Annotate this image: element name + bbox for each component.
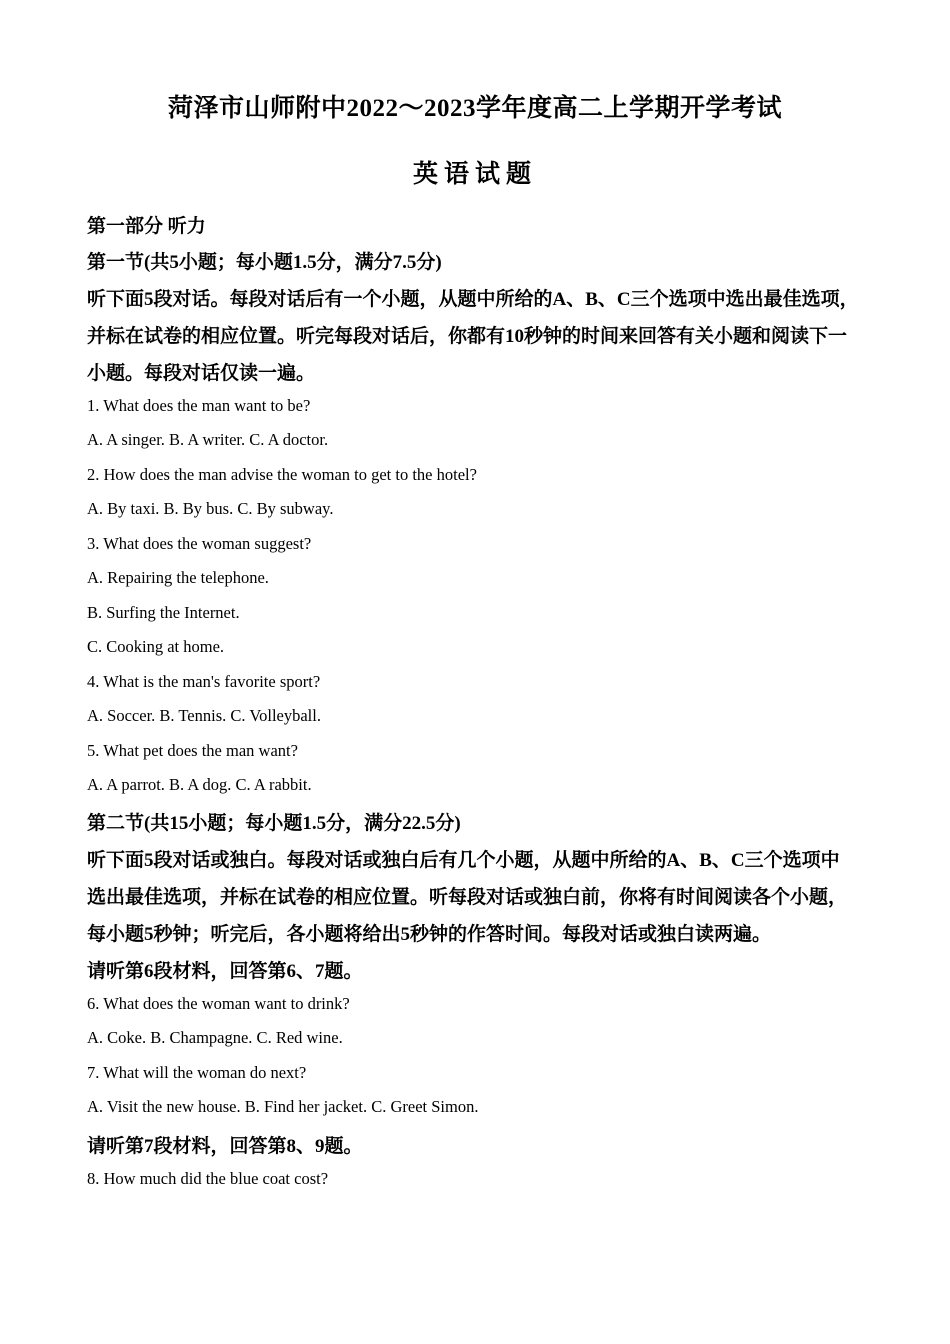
question-6-options: A. Coke. B. Champagne. C. Red wine. xyxy=(87,1028,343,1047)
question-8: 8. How much did the blue coat cost? xyxy=(87,1169,329,1188)
question-7: 7. What will the woman do next? xyxy=(87,1063,307,1082)
question-1: 1. What does the man want to be? xyxy=(87,396,311,415)
question-3-option-a: A. Repairing the telephone. xyxy=(87,568,269,587)
section1-instruction-line: 听下面5段对话。每段对话后有一个小题，从题中所给的A、B、C三个选项中选出最佳选项， xyxy=(87,289,859,310)
section2-instruction-line: 每小题5秒钟；听完后，各小题将给出5秒钟的作答时间。每段对话或独白读两遍。 xyxy=(87,924,772,945)
section2-instruction-line: 选出最佳选项，并标在试卷的相应位置。听每段对话或独白前，你将有时间阅读各个小题， xyxy=(87,887,848,908)
question-5-options: A. A parrot. B. A dog. C. A rabbit. xyxy=(87,775,312,794)
question-2: 2. How does the man advise the woman to get to the hotel? xyxy=(87,465,477,484)
question-2-options: A. By taxi. B. By bus. C. By subway. xyxy=(87,499,334,518)
section1-heading: 第一节(共5小题；每小题1.5分，满分7.5分) xyxy=(87,252,442,273)
question-3-option-c: C. Cooking at home. xyxy=(87,637,225,656)
passage-7-heading: 请听第7段材料，回答第8、9题。 xyxy=(87,1136,363,1157)
passage-6-heading: 请听第6段材料，回答第6、7题。 xyxy=(87,961,363,982)
section2-heading: 第二节(共15小题；每小题1.5分，满分22.5分) xyxy=(87,813,461,834)
question-4: 4. What is the man's favorite sport? xyxy=(87,672,321,691)
section1-instruction-line: 并标在试卷的相应位置。听完每段对话后，你都有10秒钟的时间来回答有关小题和阅读下一 xyxy=(87,326,848,347)
question-4-options: A. Soccer. B. Tennis. C. Volleyball. xyxy=(87,706,321,725)
question-5: 5. What pet does the man want? xyxy=(87,741,298,760)
section1-instruction-line: 小题。每段对话仅读一遍。 xyxy=(87,363,316,384)
part1-heading: 第一部分 听力 xyxy=(87,216,206,237)
question-7-options: A. Visit the new house. B. Find her jacket. C. Greet Simon. xyxy=(87,1097,479,1116)
question-6: 6. What does the woman want to drink? xyxy=(87,994,350,1013)
exam-title: 菏泽市山师附中2022～2023学年度高二上学期开学考试 xyxy=(167,95,782,122)
question-3-option-b: B. Surfing the Internet. xyxy=(87,603,240,622)
question-3: 3. What does the woman suggest? xyxy=(87,534,312,553)
section2-instruction-line: 听下面5段对话或独白。每段对话或独白后有几个小题，从题中所给的A、B、C三个选项中 xyxy=(87,850,840,871)
question-1-options: A. A singer. B. A writer. C. A doctor. xyxy=(87,430,329,449)
exam-subtitle: 英语试题 xyxy=(412,161,537,188)
